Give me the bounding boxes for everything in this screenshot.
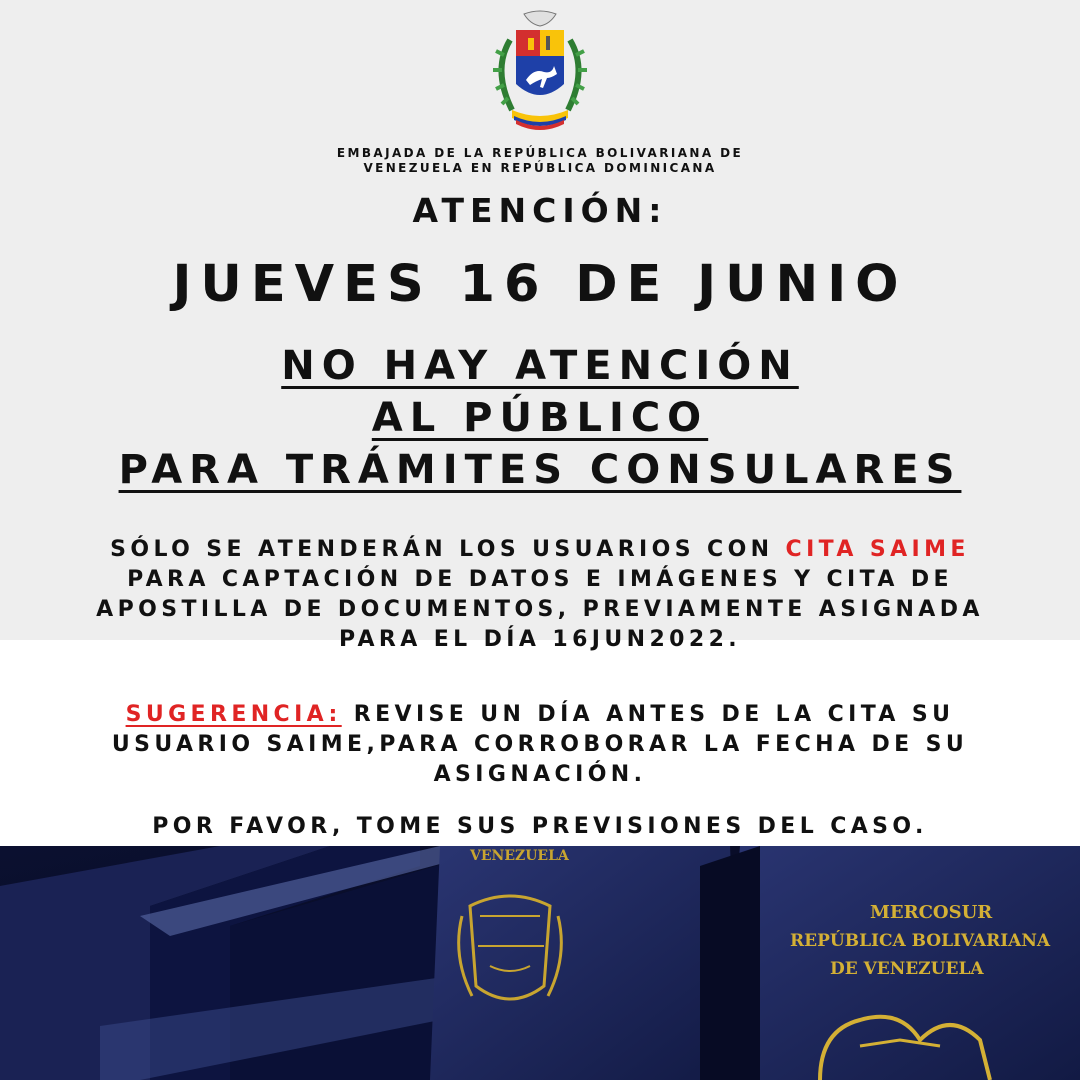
passport-text-top: VENEZUELA (470, 848, 569, 864)
embassy-line-2: VENEZUELA EN REPÚBLICA DOMINICANA (363, 161, 717, 175)
no-attention-notice (0, 340, 1080, 496)
no-attention-line-1: NO HAY ATENCIÓN (281, 343, 799, 389)
appointment-notice (0, 535, 1080, 655)
passports-photo (0, 846, 1080, 1080)
no-attention-line-3: PARA TRÁMITES CONSULARES (118, 447, 962, 493)
coat-of-arms-icon (488, 10, 592, 134)
cita-saime-highlight: CITA SAIME (785, 537, 970, 562)
passport-text-line-2: REPÚBLICA BOLIVARIANA (790, 931, 1051, 951)
attention-heading: ATENCIÓN: (412, 191, 668, 230)
notice-line-4: PARA EL DÍA 16JUN2022. (338, 627, 742, 652)
suggestion-line-2: USUARIO SAIME,PARA CORROBORAR LA FECHA DE SU (111, 732, 969, 757)
notice-text-1: SÓLO SE ATENDERÁN LOS USUARIOS CON (110, 537, 786, 562)
suggestion-line-3: ASIGNACIÓN. (433, 762, 647, 787)
passport-text-line-1: MERCOSUR (870, 902, 993, 923)
embassy-line-1: EMBAJADA DE LA REPÚBLICA BOLIVARIANA DE (336, 146, 744, 160)
notice-line-2: PARA CAPTACIÓN DE DATOS E IMÁGENES Y CITA DE (127, 567, 953, 592)
closing-text: POR FAVOR, TOME SUS PREVISIONES DEL CASO. (152, 814, 928, 839)
notice-line-3: APOSTILLA DE DOCUMENTOS, PREVIAMENTE ASIGNADA (96, 597, 984, 622)
suggestion-text-1: REVISE UN DÍA ANTES DE LA CITA SU (341, 702, 955, 727)
passport-text-line-3: DE VENEZUELA (830, 959, 984, 979)
no-attention-line-2: AL PÚBLICO (371, 395, 709, 441)
embassy-name (0, 146, 1080, 176)
date-heading: JUEVES 16 DE JUNIO (172, 255, 908, 314)
suggestion-block (0, 700, 1080, 790)
suggestion-label: SUGERENCIA: (125, 702, 342, 727)
